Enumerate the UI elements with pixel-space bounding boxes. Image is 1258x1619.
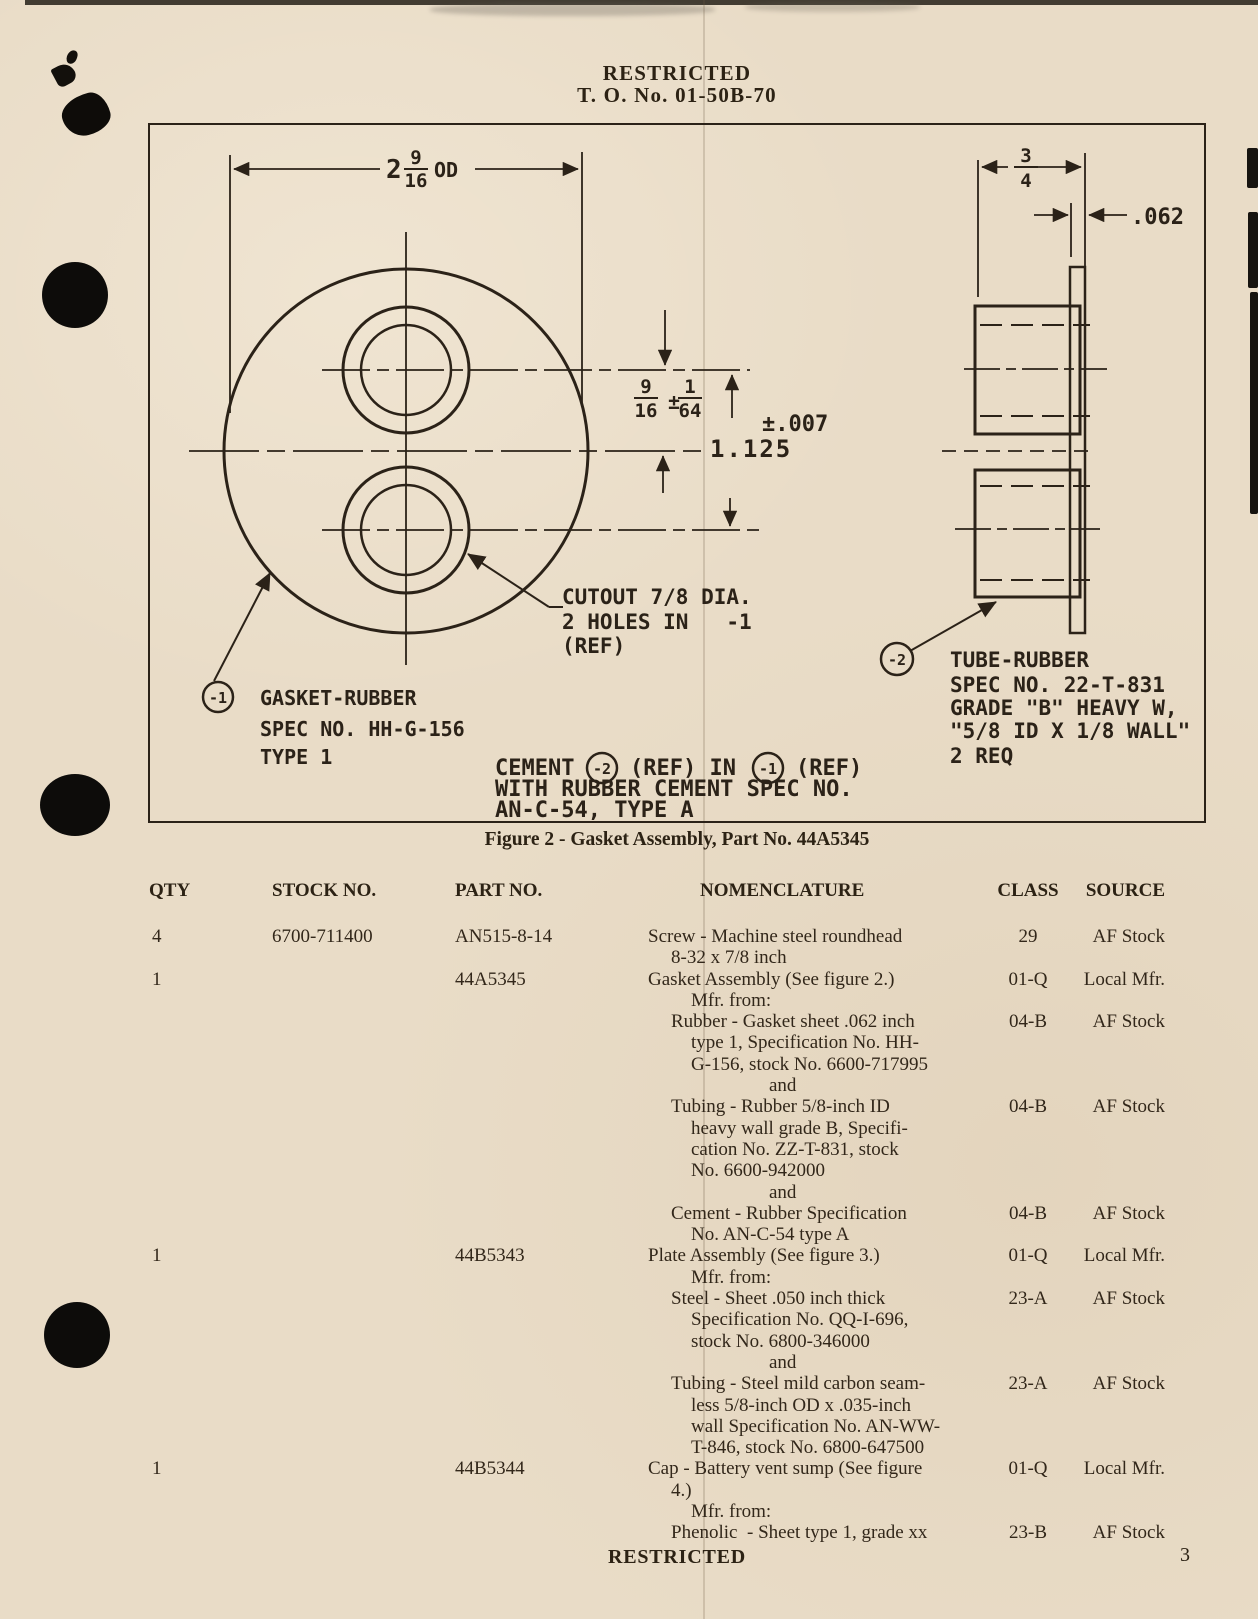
parts-table-header (148, 880, 1165, 902)
tube-callout (881, 602, 1190, 768)
dim-denominator: 16 (634, 400, 658, 422)
table-row (148, 1224, 1165, 1245)
nomenclature-cell: T-846, stock No. 6800-647500 (691, 1437, 925, 1459)
parts-table (148, 880, 1165, 1544)
tube-width-dimension-text (1020, 145, 1031, 192)
nomenclature-cell: Mfr. from: (691, 1501, 772, 1523)
table-row (148, 1203, 1165, 1224)
classification-footer: RESTRICTED (607, 1546, 747, 1568)
qty-cell: 1 (152, 1458, 162, 1480)
table-row (148, 1182, 1165, 1203)
cutout-note-line1: CUTOUT 7/8 DIA. (562, 585, 752, 609)
class-cell: 04-B (1009, 1096, 1047, 1118)
class-cell: 01-Q (1008, 968, 1048, 990)
class-header: CLASS (997, 880, 1059, 901)
nomenclature-cell: No. 6600-942000 (691, 1160, 826, 1182)
class-cell: 23-A (1008, 1373, 1048, 1395)
cutout-note-line3: (REF) (562, 634, 626, 658)
scan-edge-mark (1250, 292, 1258, 514)
cement-note (495, 753, 862, 821)
binder-punch-hole (44, 1302, 110, 1368)
table-row (148, 1309, 1165, 1330)
table-row (148, 1395, 1165, 1416)
table-row (148, 1011, 1165, 1032)
scan-smear (745, 2, 920, 12)
cutout-note-line2: 2 HOLES IN -1 (562, 610, 752, 634)
sheet-thickness-text: .062 (1131, 205, 1184, 230)
nomenclature-cell: less 5/8-inch OD x .035-inch (691, 1394, 912, 1416)
binder-punch-hole (42, 262, 108, 328)
table-row (148, 1331, 1165, 1352)
gasket-sheet-edge (1070, 267, 1085, 633)
qty-cell: 1 (152, 968, 162, 990)
leader-arrow (910, 602, 996, 651)
table-row (148, 1054, 1165, 1075)
plus-minus: ± (668, 390, 681, 414)
source-cell: Local Mfr. (1083, 968, 1165, 990)
nomenclature-cell: Tubing - Rubber 5/8-inch ID (671, 1096, 890, 1118)
source-header: SOURCE (1085, 880, 1165, 901)
technical-order-number: T. O. No. 01-50B-70 (577, 83, 777, 107)
table-row (148, 1032, 1165, 1053)
table-row (148, 926, 1165, 947)
source-cell: AF Stock (1092, 1202, 1165, 1224)
source-cell: Local Mfr. (1083, 1245, 1165, 1267)
sheet-thickness-dimension (1034, 203, 1127, 257)
cement-note-seg2: (REF) IN (630, 756, 736, 781)
nomenclature-cell: type 1, Specification No. HH- (691, 1032, 919, 1054)
nomenclature-cell: 4.) (671, 1479, 692, 1501)
table-row (148, 1501, 1165, 1522)
class-cell: 23-B (1009, 1522, 1047, 1544)
table-row (148, 1458, 1165, 1479)
table-row (148, 1437, 1165, 1458)
nomenclature-cell: No. AN-C-54 type A (691, 1224, 850, 1246)
cement-note-seg1: CEMENT (495, 756, 575, 781)
tube-label-line3: GRADE "B" HEAVY W, (950, 696, 1178, 720)
balloon-label: -2 (887, 651, 907, 669)
table-row (148, 1139, 1165, 1160)
class-cell: 01-Q (1008, 1245, 1048, 1267)
nomenclature-header: NOMENCLATURE (700, 880, 865, 901)
table-row (148, 1352, 1165, 1373)
table-row (148, 947, 1165, 968)
leader-arrow (468, 554, 549, 607)
gasket-label-line1: GASKET-RUBBER (260, 686, 417, 710)
nomenclature-cell: Tubing - Steel mild carbon seam- (671, 1373, 926, 1395)
nomenclature-cell: and (769, 1181, 797, 1203)
part-no-cell: 44B5344 (455, 1458, 525, 1480)
page-number: 3 (1180, 1544, 1190, 1566)
source-cell: AF Stock (1092, 1522, 1165, 1544)
table-row (148, 1373, 1165, 1394)
dim-whole: 2 (386, 155, 402, 185)
nomenclature-cell: Rubber - Gasket sheet .062 inch (671, 1011, 915, 1033)
dim-suffix: OD (434, 158, 459, 182)
table-row (148, 1118, 1165, 1139)
lower-tube-section (975, 470, 1080, 597)
nomenclature-cell: Mfr. from: (691, 1266, 772, 1288)
nomenclature-cell: Cement - Rubber Specification (671, 1202, 907, 1224)
source-cell: AF Stock (1092, 1288, 1165, 1310)
nomenclature-cell: cation No. ZZ-T-831, stock (691, 1138, 899, 1160)
source-cell: AF Stock (1092, 1096, 1165, 1118)
nomenclature-cell: and (769, 1351, 797, 1373)
nomenclature-cell: G-156, stock No. 6600-717995 (691, 1053, 928, 1075)
nomenclature-cell: Plate Assembly (See figure 3.) (648, 1245, 880, 1267)
class-cell: 29 (1018, 926, 1038, 947)
part-no-cell: 44B5343 (455, 1245, 525, 1267)
dim-numerator: 3 (1020, 145, 1032, 167)
dim-value: 1.125 (710, 435, 793, 463)
class-cell: 01-Q (1008, 1458, 1048, 1480)
balloon-label: -1 (208, 689, 228, 707)
gasket-assembly-drawing (150, 125, 1204, 821)
table-row (148, 969, 1165, 990)
class-cell: 04-B (1009, 1202, 1047, 1224)
dim-denominator: 4 (1020, 170, 1032, 192)
nomenclature-cell: stock No. 6800-346000 (691, 1330, 870, 1352)
gasket-callout (203, 573, 465, 769)
part-no-header: PART NO. (455, 880, 543, 901)
dim-numerator: 9 (640, 376, 652, 398)
cement-note-seg3: (REF) (796, 756, 863, 781)
nomenclature-cell: Mfr. from: (691, 989, 772, 1011)
tube-label-line1: TUBE-RUBBER (950, 648, 1090, 672)
source-cell: AF Stock (1092, 1373, 1165, 1395)
cutout-note (468, 554, 752, 658)
scan-edge-mark (1248, 212, 1258, 288)
hole-spacing-dimension-text (710, 412, 828, 463)
class-cell: 04-B (1009, 1011, 1047, 1033)
nomenclature-cell: Steel - Sheet .050 inch thick (671, 1288, 886, 1310)
qty-cell: 1 (152, 1245, 162, 1267)
qty-header: QTY (149, 880, 191, 901)
tube-label-line2: SPEC NO. 22-T-831 (950, 673, 1165, 697)
stock-no-cell: 6700-711400 (272, 926, 373, 947)
tol-numerator: 1 (684, 376, 696, 398)
dim-numerator: 9 (410, 147, 422, 169)
nomenclature-cell: Cap - Battery vent sump (See figure (648, 1458, 923, 1480)
class-cell: 23-A (1008, 1288, 1048, 1310)
gasket-label-line2: SPEC NO. HH-G-156 (260, 717, 465, 741)
tol-denominator: 64 (678, 400, 702, 422)
table-row (148, 1160, 1165, 1181)
nomenclature-cell: Phenolic - Sheet type 1, grade xx (671, 1522, 928, 1544)
ink-smudge (65, 49, 79, 65)
tube-label-line5: 2 REQ (950, 744, 1014, 768)
figure-2-drawing-box (148, 123, 1206, 823)
nomenclature-cell: Gasket Assembly (See figure 2.) (648, 968, 895, 990)
table-row (148, 1075, 1165, 1096)
cement-note-line3: AN-C-54, TYPE A (495, 798, 694, 821)
part-no-cell: AN515-8-14 (455, 926, 553, 947)
scan-edge-mark (1247, 148, 1258, 188)
ink-smudge (50, 60, 78, 88)
binder-punch-hole (40, 774, 110, 836)
source-cell: Local Mfr. (1083, 1458, 1165, 1480)
parts-table-body (148, 926, 1165, 1544)
document-header (148, 62, 1206, 106)
tube-side-view (942, 267, 1107, 633)
table-row (148, 1245, 1165, 1266)
dim-tolerance: ±.007 (762, 412, 829, 437)
classification-header: RESTRICTED (602, 61, 752, 85)
table-row (148, 1522, 1165, 1543)
nomenclature-cell: 8-32 x 7/8 inch (671, 947, 787, 969)
nomenclature-cell: heavy wall grade B, Specifi- (691, 1117, 908, 1139)
leader-arrow (214, 573, 270, 681)
source-cell: AF Stock (1092, 1011, 1165, 1033)
part-no-cell: 44A5345 (455, 968, 526, 990)
od-dimension-text (386, 147, 458, 192)
table-row (148, 1096, 1165, 1117)
figure-caption: Figure 2 - Gasket Assembly, Part No. 44A5345 (484, 829, 870, 850)
nomenclature-cell: Screw - Machine steel roundhead (648, 926, 903, 947)
nomenclature-cell: Specification No. QQ-I-696, (691, 1309, 909, 1331)
ink-smudge (58, 89, 114, 140)
stock-no-header: STOCK NO. (272, 880, 377, 901)
cement-note-line2: WITH RUBBER CEMENT SPEC NO. (495, 777, 853, 802)
table-row (148, 1288, 1165, 1309)
nomenclature-cell: and (769, 1075, 797, 1097)
table-row (148, 990, 1165, 1011)
qty-cell: 4 (152, 926, 162, 947)
tube-label-line4: "5/8 ID X 1/8 WALL" (950, 719, 1191, 743)
nomenclature-cell: wall Specification No. AN-WW- (691, 1415, 941, 1437)
table-row (148, 1480, 1165, 1501)
source-cell: AF Stock (1092, 926, 1165, 947)
balloon-label: -1 (758, 760, 778, 778)
table-row (148, 1267, 1165, 1288)
gasket-label-line3: TYPE 1 (260, 745, 333, 769)
scan-smear (430, 3, 715, 16)
dim-denominator: 16 (404, 170, 428, 192)
balloon-label: -2 (592, 760, 612, 778)
table-row (148, 1416, 1165, 1437)
